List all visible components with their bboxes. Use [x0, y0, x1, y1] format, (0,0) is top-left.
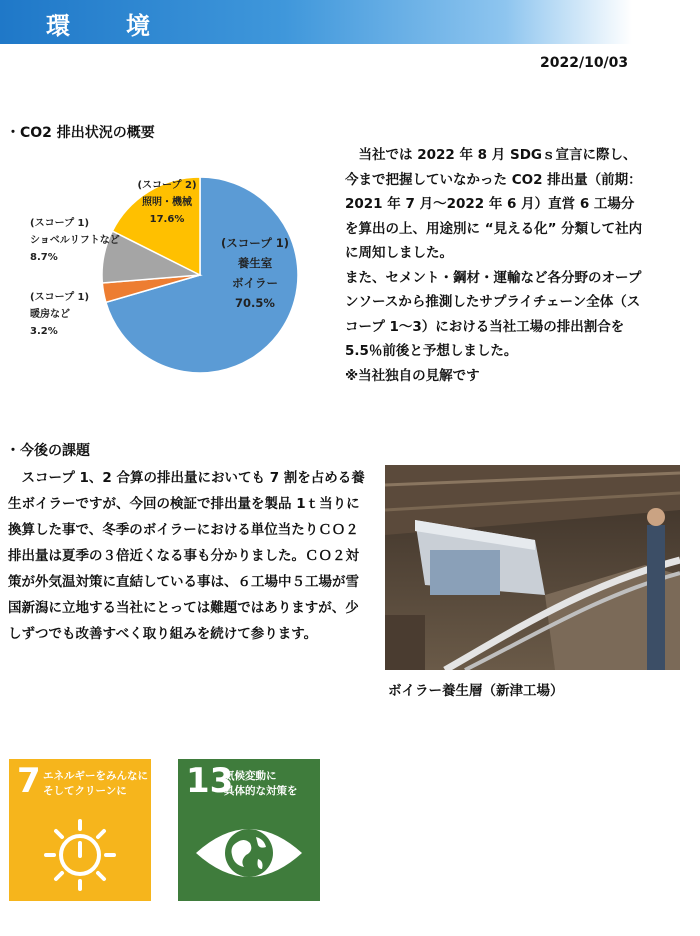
sdg-13-number: 13 [186, 761, 234, 801]
summary-note: ※当社独自の見解です [345, 367, 480, 384]
pie-label-3: (スコープ 1)ショベルリフトなど 8.7% [30, 218, 120, 263]
page-title: 環 境 [46, 12, 166, 40]
sdg-13-label-line2: 具体的な対策を [224, 785, 298, 797]
boiler-room-photo [385, 465, 680, 670]
issues-body-text [8, 465, 372, 647]
pie-label-1: (スコープ 1)養生室ボイラー 70.5% [221, 236, 289, 310]
pie-label-4: (スコープ 2)照明・機械 17.6% [137, 180, 197, 225]
sdg-7-label [43, 769, 148, 799]
sdg-7-badge [9, 759, 151, 901]
section-heading-issues: ・今後の課題 [6, 443, 90, 459]
document-date: 2022/10/03 [540, 55, 629, 71]
pie-label-2: (スコープ 1)暖房など 3.2% [30, 292, 90, 337]
sdg-13-label-line1: 気候変動に [224, 770, 277, 782]
co2-pie-chart [0, 150, 340, 400]
sdg-13-badge [178, 759, 320, 901]
summary-paragraph-2: また、セメント・鋼材・運輸など各分野のオープンソースから推測したサプライチェーン全体（スコープ 1～3）における当社工場の排出割合を 5.5％前後と予想しました。 [345, 269, 642, 359]
sdg-7-label-line1: エネルギーをみんなに [43, 770, 148, 782]
summary-paragraph-1: 当社では 2022 年 8 月 SDGｓ宣言に際し、今まで把握していなかった CO2 排出量（前期：2021 年 7 月～2022 年 6 月）直営 6 工場分を算出の上、用途別に “見える化” 分類して社内に周知しました。 [345, 147, 643, 261]
co2-summary-text [345, 143, 645, 388]
sdg-13-label [224, 769, 298, 799]
header-banner [0, 0, 632, 44]
sun-power-icon [9, 807, 151, 901]
issues-body: スコープ 1、2 合算の排出量においても 7 割を占める養生ボイラーですが、今回の検証で排出量を製品 1ｔ当りに換算した事で、冬季のボイラーにおける単位当たりＣＯ２排出量は夏季の３倍近くなる事も分かりました。ＣＯ２対策が外気温対策に直結している事は、６工場中５工場が雪国新潟に立地する当社にとっては難題ではありますが、少しずつでも改善すべく取り組みを続けて参ります。 [8, 470, 365, 642]
photo-caption: ボイラー養生層（新津工場） [388, 683, 564, 699]
section-heading-co2: ・CO2 排出状況の概要 [6, 125, 155, 141]
sdg-7-label-line2: そしてクリーンに [43, 785, 127, 797]
sdg-7-number: 7 [17, 761, 41, 801]
eye-globe-icon [178, 807, 320, 901]
